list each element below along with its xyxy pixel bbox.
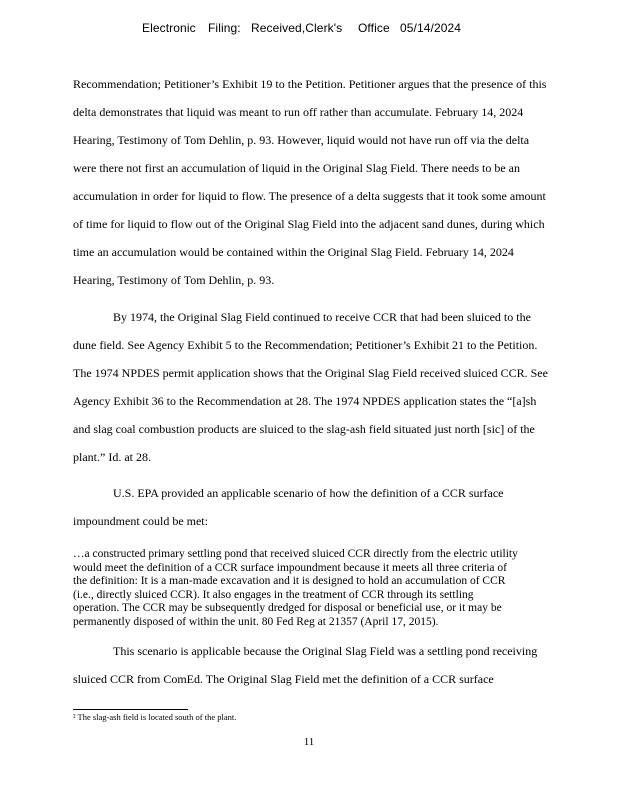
text-line: U.S. EPA provided an applicable scenario of how the definition of a CCR surface	[113, 486, 504, 500]
text-line: dune field. See Agency Exhibit 5 to the Recommendation; Petitioner’s Exhibit 21 to the Petition.	[73, 338, 538, 352]
header-date: 05/14/2024	[400, 21, 462, 35]
text-line: of time for liquid to flow out of the Original Slag Field into the adjacent sand dunes, during which	[73, 217, 545, 231]
text-line: By 1974, the Original Slag Field continued to receive CCR that had been sluiced to the	[113, 310, 531, 324]
quote-line: permanently disposed of within the unit. 80 Fed Reg at 21357 (April 17, 2015).	[73, 615, 439, 628]
text-line: delta demonstrates that liquid was meant to run off rather than accumulate. February 14, 2024	[73, 105, 524, 119]
quote-line: the definition: It is a man-made excavation and it is designed to hold an accumulation of CCR	[73, 575, 506, 587]
text-line: The 1974 NPDES permit application shows that the Original Slag Field received sluiced CCR. See	[73, 366, 548, 380]
paragraph-4	[73, 637, 573, 693]
paragraph-2	[73, 303, 573, 471]
header-filing: Filing:	[208, 21, 241, 35]
quote-line: would meet the definition of a CCR surface impoundment because it meets all three criteria of	[73, 561, 507, 574]
page-number: 11	[303, 736, 315, 748]
block-quote	[73, 548, 603, 629]
text-line: were there not first an accumulation of liquid in the Original Slag Field. There needs to be an	[73, 161, 520, 175]
text-line: plant.” Id. at 28.	[73, 450, 151, 464]
quote-line: …a constructed primary settling pond that received sluiced CCR directly from the electric utility	[73, 548, 518, 560]
paragraph-1	[73, 70, 573, 294]
text-line: sluiced CCR from ComEd. The Original Slag Field met the definition of a CCR surface	[73, 672, 494, 686]
text-line: impoundment could be met:	[73, 514, 208, 528]
text-line: This scenario is applicable because the Original Slag Field was a settling pond receiving	[113, 644, 538, 658]
quote-line: (i.e., directly sluiced CCR). It also engages in the treatment of CCR through its settling	[73, 588, 474, 601]
text-line: time an accumulation would be contained within the Original Slag Field. February 14, 2024	[73, 245, 514, 259]
text-line: Recommendation; Petitioner’s Exhibit 19 to the Petition. Petitioner argues that the presence of this	[73, 77, 547, 91]
header-electronic: Electronic	[142, 21, 196, 35]
footnote: ² The slag-ash field is located south of the plant.	[73, 712, 237, 722]
header-office: Office	[358, 21, 390, 35]
document-body	[73, 70, 573, 693]
text-line: Hearing, Testimony of Tom Dehlin, p. 93.	[73, 273, 275, 287]
text-line: Agency Exhibit 36 to the Recommendation at 28. The 1974 NPDES application states the “[a]sh	[73, 394, 537, 408]
quote-line: operation. The CCR may be subsequently dredged for disposal or beneficial use, or it may be	[73, 602, 502, 614]
text-line: and slag coal combustion products are sluiced to the slag-ash field situated just north [sic] of the	[73, 422, 535, 436]
footnote-divider	[73, 709, 188, 710]
paragraph-3	[73, 479, 573, 535]
header-received: Received,Clerk's	[251, 21, 343, 35]
text-line: Hearing, Testimony of Tom Dehlin, p. 93. However, liquid would not have run off via the delta	[73, 133, 530, 147]
text-line: accumulation in order for liquid to flow. The presence of a delta suggests that it took some amount	[73, 189, 546, 203]
